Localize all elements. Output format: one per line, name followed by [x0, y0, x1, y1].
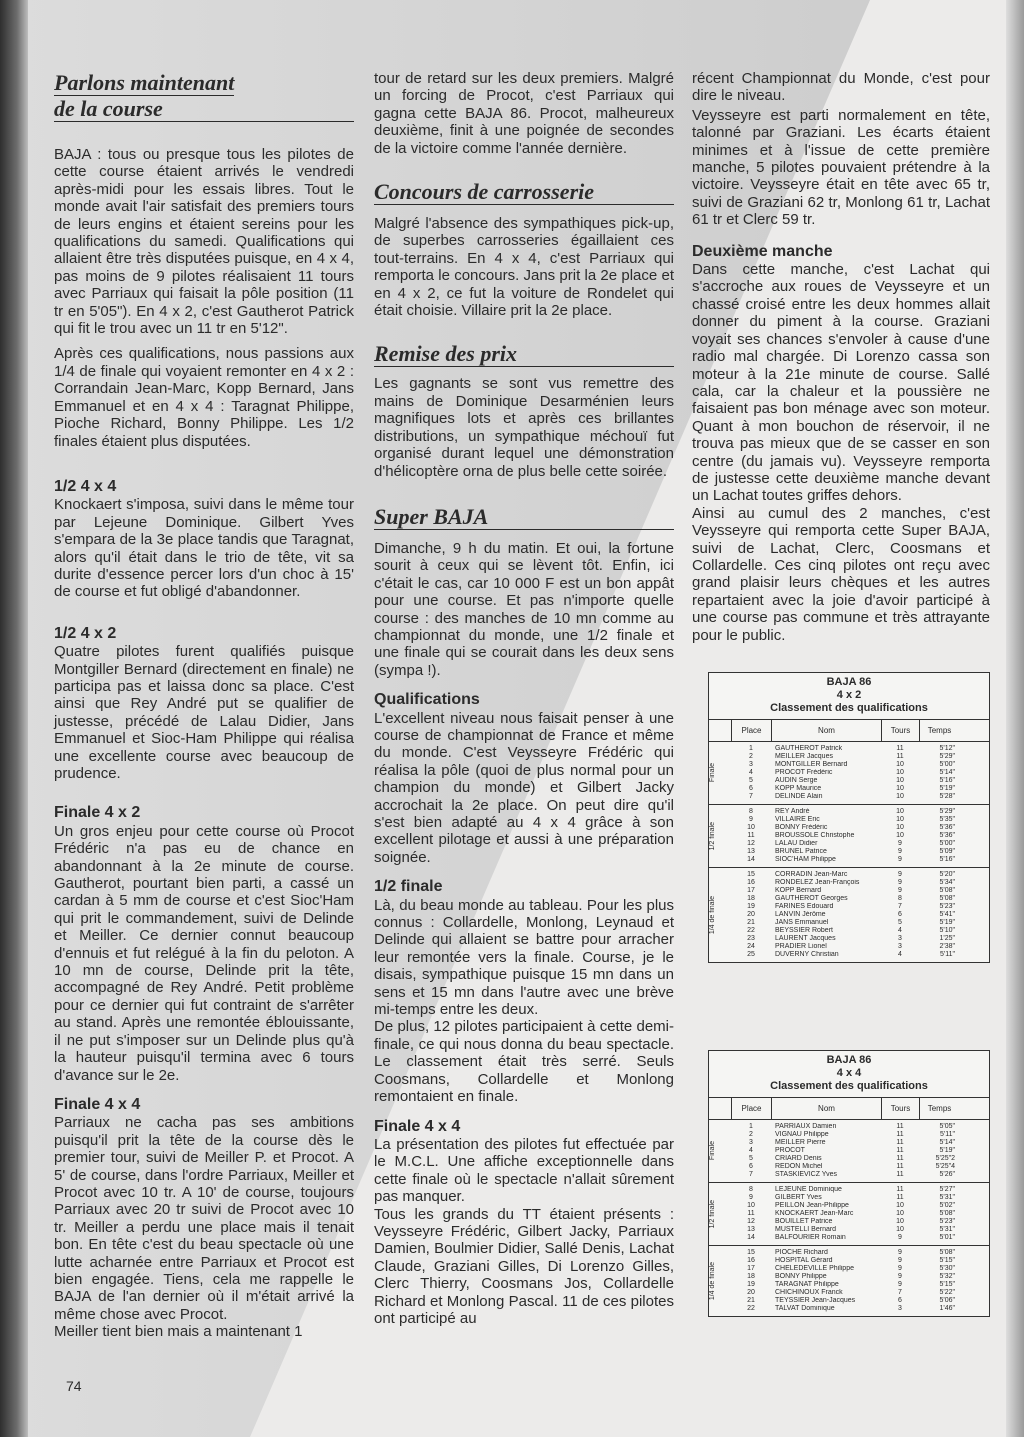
- cell-place: 7: [749, 793, 753, 800]
- group-label: 1/4 de finale: [709, 895, 716, 935]
- table-title-line: BAJA 86: [826, 676, 872, 688]
- cell-place: 18: [747, 895, 755, 902]
- cell-temps: 5'09": [939, 848, 955, 855]
- subheading: Finale 4 x 2: [54, 804, 141, 822]
- cell-tours: 10: [896, 824, 904, 831]
- cell-tours: 11: [896, 1147, 904, 1154]
- cell-temps: 5'14": [939, 769, 955, 776]
- table-group: [709, 805, 989, 868]
- cell-nom: MEILLER Pierre: [775, 1139, 826, 1146]
- cell-place: 11: [747, 832, 755, 839]
- cell-temps: 5'36": [939, 832, 955, 839]
- table-group: [709, 742, 989, 805]
- cell-tours: 7: [898, 1289, 902, 1296]
- cell-temps: 5'35": [939, 816, 955, 823]
- cell-place: 24: [747, 943, 755, 950]
- cell-temps: 5'00": [939, 840, 955, 847]
- table-group: [709, 1183, 989, 1246]
- cell-place: 9: [749, 1194, 753, 1201]
- cell-tours: 10: [896, 808, 904, 815]
- group-label: 1/2 finale: [709, 1199, 716, 1229]
- cell-place: 6: [749, 785, 753, 792]
- column-1: [54, 70, 354, 1341]
- cell-tours: 10: [896, 793, 904, 800]
- cell-nom: DELINDE Alain: [775, 793, 823, 800]
- table-body: [709, 1120, 989, 1316]
- cell-tours: 9: [898, 1249, 902, 1256]
- cell-tours: 11: [896, 753, 904, 760]
- cell-nom: PROCOT: [775, 1147, 805, 1154]
- heading-line-2: de la course: [54, 96, 163, 121]
- paragraph: Meiller tient bien mais a maintenant 1: [54, 1323, 303, 1341]
- cell-place: 3: [749, 1139, 753, 1146]
- cell-tours: 9: [898, 1273, 902, 1280]
- cell-tours: 10: [896, 816, 904, 823]
- paragraph: Les gagnants se sont vus remettre des mains de Dominique Desarménien leurs magnifiques lots et après ces brillantes distributions, un sympathique méchouï fut organisé durant lequel une démonstration d'hélicoptère orna de plus belle cette soirée.: [374, 375, 674, 480]
- cell-temps: 5'01": [939, 1234, 955, 1241]
- cell-nom: DUVERNY Christian: [775, 951, 839, 958]
- qualification-table-4x4: [708, 1050, 990, 1317]
- paragraph: récent Championnat du Monde, c'est pour dire le niveau.: [692, 70, 990, 105]
- heading-remise: [374, 341, 674, 367]
- page-number: 74: [66, 1378, 82, 1394]
- cell-tours: 10: [896, 777, 904, 784]
- cell-nom: TARAGNAT Philippe: [775, 1281, 839, 1288]
- cell-place: 20: [747, 911, 755, 918]
- cell-place: 14: [747, 1234, 755, 1241]
- cell-temps: 5'08": [939, 895, 955, 902]
- cell-temps: 5'26": [939, 1171, 955, 1178]
- cell-nom: RONDELEZ Jean-François: [775, 879, 860, 886]
- cell-temps: 5'00": [939, 761, 955, 768]
- cell-nom: FARINES Édouard: [775, 903, 834, 910]
- cell-place: 14: [747, 856, 755, 863]
- cell-tours: 11: [896, 1171, 904, 1178]
- cell-nom: BALFOURIER Romain: [775, 1234, 846, 1241]
- cell-nom: BOUILLET Patrice: [775, 1218, 833, 1225]
- cell-tours: 9: [898, 887, 902, 894]
- cell-place: 25: [747, 951, 755, 958]
- cell-place: 18: [747, 1273, 755, 1280]
- cell-tours: 11: [896, 1131, 904, 1138]
- subheading: 1/2 4 x 2: [54, 624, 117, 642]
- cell-place: 13: [747, 1226, 755, 1233]
- header-tours: Tours: [881, 1098, 919, 1120]
- cell-tours: 9: [898, 840, 902, 847]
- paragraph: La présentation des pilotes fut effectuée par le M.C.L. Une affiche exceptionnelle dans cette finale où le spectacle n'allait sûrement pas manquer.: [374, 1135, 674, 1206]
- cell-nom: KNOCKAERT Jean-Marc: [775, 1210, 854, 1217]
- cell-tours: 11: [896, 1155, 904, 1162]
- cell-nom: JANS Emmanuel: [775, 919, 829, 926]
- cell-tours: 9: [898, 879, 902, 886]
- page-binding-shadow: [0, 0, 28, 1437]
- cell-tours: 10: [896, 769, 904, 776]
- cell-nom: KOPP Maurice: [775, 785, 822, 792]
- cell-place: 2: [749, 1131, 753, 1138]
- cell-place: 13: [747, 848, 755, 855]
- paragraph: Tous les grands du TT étaient présents : Veysseyre Frédéric, Gilbert Jacky, Parriaux Damien, Boulmier Didier, Sallé Denis, Lachat Claude, Graziani Gilles, Di Lorenzo Gilles, Clerc Thierry, Coosmans Jos, Collardelle Richard et Monlong Pascal. 11 de ces pilotes ont participé au: [374, 1205, 674, 1327]
- cell-place: 5: [749, 1155, 753, 1162]
- cell-tours: 3: [898, 935, 902, 942]
- cell-tours: 9: [898, 1265, 902, 1272]
- cell-nom: BONNY Frédéric: [775, 824, 828, 831]
- cell-nom: GILBERT Yves: [775, 1194, 822, 1201]
- cell-temps: 5'28": [939, 793, 955, 800]
- table-title: [709, 1051, 989, 1098]
- cell-nom: KOPP Bernard: [775, 887, 822, 894]
- cell-place: 16: [747, 879, 755, 886]
- cell-place: 22: [747, 1305, 755, 1312]
- cell-nom: BROUSSOLE Christophe: [775, 832, 855, 839]
- cell-place: 19: [747, 903, 755, 910]
- cell-place: 4: [749, 1147, 753, 1154]
- header-temps: Temps: [919, 720, 959, 742]
- cell-nom: HOSPITAL Gérard: [775, 1257, 833, 1264]
- cell-place: 11: [747, 1210, 755, 1217]
- cell-temps: 5'02": [939, 1202, 955, 1209]
- cell-tours: 9: [898, 848, 902, 855]
- paragraph: Là, du beau monde au tableau. Pour les plus connus : Collardelle, Monlong, Leynaud et Delinde qui allaient se battre pour arracher leur remontée vers la finale. Course, je le disais, sympathique puisque 15 mn dans un sens et 15 mn dans l'autre avec une brève mi-temps entre les deux.: [374, 896, 674, 1019]
- group-label: 1/4 de finale: [709, 1261, 716, 1301]
- cell-temps: 5'30": [939, 1265, 955, 1272]
- cell-tours: 5: [898, 919, 902, 926]
- cell-nom: MONTGILLER Bernard: [775, 761, 848, 768]
- cell-temps: 5'34": [939, 879, 955, 886]
- cell-place: 4: [749, 769, 753, 776]
- header-place: Place: [731, 720, 771, 742]
- header-nom: Nom: [771, 1098, 881, 1120]
- cell-temps: 5'19": [939, 919, 955, 926]
- cell-tours: 8: [898, 895, 902, 902]
- cell-tours: 4: [898, 951, 902, 958]
- paragraph: De plus, 12 pilotes participaient à cette demi-finale, ce qui nous donna du beau spectacle. Le classement était très serré. Seuls Coosmans, Collardelle et Monlong remontaient en finale.: [374, 1018, 674, 1106]
- cell-nom: VILLAIRE Éric: [775, 816, 820, 823]
- group-label: Finale: [709, 763, 716, 783]
- cell-temps: 5'27": [939, 1186, 955, 1193]
- cell-nom: LEJEUNE Dominique: [775, 1186, 842, 1193]
- cell-tours: 6: [898, 1297, 902, 1304]
- cell-place: 10: [747, 824, 755, 831]
- cell-nom: REY André: [775, 808, 810, 815]
- paragraph: Un gros enjeu pour cette course où Procot Frédéric n'a pas eu de chance en abandonnant à la 2e minute de course. Gautherot, pourtant bien parti, a cassé un cardan à 5 mm de course et c'est Sioc'Ham qui prit le commandement, suivi de Delinde et Meiller. Ce dernier connut beaucoup d'ennuis et fut relégué à la fin du peloton. A 10 mn de course, Delinde prit la tête, accompagné de Rey André. Petit problème pour ce dernier qui fut contraint de s'arrêter au stand. Après une remontée éblouissante, il ne put s'imposer sur un Delinde plus qu'à la hauteur puisqu'il termina avec 6 tours d'avance sur le 2e.: [54, 822, 354, 1084]
- paragraph: Malgré l'absence des sympathiques pick-up, de superbes carrosseries égaillaient ces tout-terrains. En 4 x 4, c'est Parriaux qui remporta le concours. Jans prit la 2e place et en 4 x 2, ce fut la voiture de Rondelet qui était choisie. Villaire prit la 2e place.: [374, 215, 674, 320]
- cell-temps: 5'20": [939, 871, 955, 878]
- table-title-line: 4 x 4: [836, 1067, 862, 1079]
- cell-temps: 5'29": [939, 753, 955, 760]
- cell-temps: 5'25"2: [935, 1155, 955, 1162]
- cell-place: 10: [747, 1202, 755, 1209]
- page-edge: [1006, 0, 1024, 1437]
- heading-text: Concours de carrosserie: [374, 179, 595, 205]
- paragraph: Veysseyre est parti normalement en tête, talonné par Graziani. Les écarts étaient minimes et à l'issue de cette première manche, 5 pilotes pouvaient prétendre à la victoire. Veysseyre était en tête avec 65 tr, suivi de Graziani 62 tr, Monlong 61 tr, Lachat 61 tr et Clerc 59 tr.: [692, 106, 990, 229]
- table-group: [709, 868, 989, 962]
- cell-tours: 11: [896, 745, 904, 752]
- table-group: [709, 1246, 989, 1316]
- cell-nom: BEYSSIER Robert: [775, 927, 833, 934]
- header-spacer: [709, 1098, 731, 1120]
- qualification-table-4x2: [708, 672, 990, 963]
- cell-nom: REDON Michel: [775, 1163, 823, 1170]
- paragraph: Dans cette manche, c'est Lachat qui s'accroche aux roues de Veysseyre et un chassé croisé entre les deux hommes allait donner du piment à la course. Graziani voyait ses chances s'envoler à cause d'une radio mal chargée. Di Lorenzo cassa son moteur à la 21e minute de course. Sallé cala, car la chaleur et la poussière ne faisaient pas bon ménage avec son moteur. Quant à mon bouchon de réservoir, il ne trouva pas mieux que de se casser en son centre (du jamais vu). Veysseyre remporta de justesse cette deuxième manche devant un Lachat toutes griffes dehors.: [692, 261, 990, 505]
- column-2: [374, 70, 674, 1327]
- header-place: Place: [731, 1098, 771, 1120]
- cell-tours: 3: [898, 1305, 902, 1312]
- paragraph: Quatre pilotes furent qualifiés puisque Montgiller Bernard (directement en finale) ne participa pas et laissa donc sa place. C'est ainsi que Rey André put se qualifier de justesse, précédé de Lalau Didier, Jans Emmanuel et Sioc-Ham Philippe qui réalisa une excellente course avec beaucoup de prudence.: [54, 643, 354, 782]
- cell-temps: 5'10": [939, 927, 955, 934]
- cell-place: 9: [749, 816, 753, 823]
- cell-temps: 5'19": [939, 785, 955, 792]
- cell-place: 1: [749, 745, 753, 752]
- cell-place: 6: [749, 1163, 753, 1170]
- cell-place: 2: [749, 753, 753, 760]
- cell-temps: 5'05": [939, 1123, 955, 1130]
- cell-temps: 5'41": [939, 911, 955, 918]
- cell-nom: GAUTHEROT Georges: [775, 895, 848, 902]
- cell-temps: 5'15": [939, 1257, 955, 1264]
- cell-place: 15: [747, 871, 755, 878]
- cell-nom: CHICHINOUX Franck: [775, 1289, 843, 1296]
- table-title-line: Classement des qualifications: [770, 702, 928, 714]
- cell-place: 19: [747, 1281, 755, 1288]
- paragraph: Après ces qualifications, nous passions aux 1/4 de finale qui voyaient remonter en 4 x 2 : Corrandain Jean-Marc, Kopp Bernard, Jans Emmanuel et en 4 x 4 : Taragnat Philippe, Pioche Richard, Bonny Philippe. Les 1/2 finales étaient plus disputées.: [54, 345, 354, 450]
- cell-tours: 10: [896, 785, 904, 792]
- cell-place: 12: [747, 1218, 755, 1225]
- cell-tours: 10: [896, 761, 904, 768]
- cell-temps: 5'08": [939, 887, 955, 894]
- header-nom: Nom: [771, 720, 881, 742]
- cell-temps: 5'16": [939, 856, 955, 863]
- cell-temps: 5'15": [939, 1281, 955, 1288]
- header-spacer: [709, 720, 731, 742]
- cell-nom: LANVIN Jérôme: [775, 911, 826, 918]
- group-label: 1/2 finale: [709, 821, 716, 851]
- table-title-line: 4 x 2: [836, 689, 862, 701]
- cell-temps: 5'31": [939, 1194, 955, 1201]
- heading-text: Remise des prix: [374, 341, 517, 367]
- cell-nom: PIOCHE Richard: [775, 1249, 828, 1256]
- subheading: Deuxième manche: [692, 242, 833, 260]
- cell-nom: TEYSSIER Jean-Jacques: [775, 1297, 856, 1304]
- cell-nom: PARRIAUX Damien: [775, 1123, 837, 1130]
- paragraph: Dimanche, 9 h du matin. Et oui, la fortune sourit à ceux qui se lèvent tôt. Enfin, ici c'était le cas, car 10 000 F est un bon appât pour une course. Et pas n'importe quelle course : des manches de 10 mn comme au championnat du monde, une 1/2 finale et une finale qui se courait dans les deux sens (sympa !).: [374, 539, 674, 679]
- cell-tours: 10: [896, 1226, 904, 1233]
- cell-place: 16: [747, 1257, 755, 1264]
- group-label: Finale: [709, 1141, 716, 1161]
- cell-temps: 1'46": [939, 1305, 955, 1312]
- cell-tours: 11: [896, 1186, 904, 1193]
- cell-tours: 9: [898, 1281, 902, 1288]
- cell-nom: MUSTELLI Bernard: [775, 1226, 837, 1233]
- cell-tours: 11: [896, 1123, 904, 1130]
- paragraph: Parriaux ne cacha pas ses ambitions puisqu'il prit la tête de la course dès le premier tour, suivi de Meiller P. et Procot. A 5' de course, dans l'ordre Parriaux, Meiller et Procot avec 10 tr. A 10' de course, toujours Parriaux avec 20 tr suivi de Procot avec 10 tr. Meiller a perdu une place mais il tenait bon. En tête c'est du beau spectacle où une lutte acharnée entre Parriaux et Procot est bien engagée. Tiens, cela me rappelle le BAJA de l'an dernier où il m'était arrivé la même chose avec Procot.: [54, 1114, 354, 1323]
- cell-place: 15: [747, 1249, 755, 1256]
- cell-tours: 4: [898, 927, 902, 934]
- column-3: [692, 70, 990, 644]
- cell-nom: AUDIN Serge: [775, 777, 818, 784]
- cell-nom: SIOC'HAM Philippe: [775, 856, 836, 863]
- cell-tours: 10: [896, 832, 904, 839]
- table-body: [709, 742, 989, 962]
- cell-place: 3: [749, 761, 753, 768]
- heading-super-baja: [374, 504, 674, 530]
- cell-tours: 9: [898, 1257, 902, 1264]
- cell-tours: 6: [898, 911, 902, 918]
- table-group: [709, 1120, 989, 1183]
- cell-place: 8: [749, 808, 753, 815]
- cell-place: 17: [747, 1265, 755, 1272]
- cell-temps: 5'19": [939, 1147, 955, 1154]
- cell-place: 8: [749, 1186, 753, 1193]
- cell-place: 5: [749, 777, 753, 784]
- table-title: [709, 673, 989, 720]
- cell-nom: STASKIEVICZ Yves: [775, 1171, 837, 1178]
- cell-temps: 5'11": [940, 1131, 955, 1138]
- cell-temps: 5'14": [939, 1139, 955, 1146]
- cell-temps: 5'08": [939, 1210, 955, 1217]
- cell-tours: 9: [898, 871, 902, 878]
- cell-temps: 5'22": [939, 1289, 955, 1296]
- cell-temps: 5'32": [939, 1273, 955, 1280]
- heading-concours: [374, 179, 674, 205]
- cell-temps: 2'38": [939, 943, 955, 950]
- cell-nom: CORRADIN Jean-Marc: [775, 871, 848, 878]
- cell-nom: CRIARD Denis: [775, 1155, 822, 1162]
- cell-temps: 5'25"4: [935, 1163, 955, 1170]
- subheading: 1/2 4 x 4: [54, 477, 117, 495]
- cell-nom: PRADIER Lionel: [775, 943, 827, 950]
- paragraph: Knockaert s'imposa, suivi dans le même tour par Lejeune Dominique. Gilbert Yves s'empara de la 3e place tandis que Taragnat, alors qu'il était dans le trio de tête, vit sa durite d'essence percer lors d'un choc à 15' de course et fut obligé d'abandonner.: [54, 496, 354, 601]
- subheading: Finale 4 x 4: [374, 1117, 461, 1135]
- subheading: Qualifications: [374, 691, 480, 709]
- cell-nom: GAUTHEROT Patrick: [775, 745, 843, 752]
- cell-nom: LALAU Didier: [775, 840, 818, 847]
- cell-nom: LAURENT Jacques: [775, 935, 836, 942]
- paragraph: BAJA : tous ou presque tous les pilotes de cette course étaient arrivés le vendredi après-midi pour les essais libres. Tout le monde avait l'air satisfait des premiers tours de leurs engins et étaient sereins pour les qualifications du samedi. Qualifications qui allaient être très disputées puisque, en 4 x 4, pas moins de 9 pilotes réalisaient 11 tours avec Parriaux qui faisait la pôle position (11 tr en 5'05"). En 4 x 2, c'est Gautherot Patrick qui fit le trou avec un 11 tr en 5'12".: [54, 146, 354, 338]
- cell-nom: CHELEDEVILLE Philippe: [775, 1265, 854, 1272]
- heading-text: Super BAJA: [374, 503, 489, 529]
- cell-nom: BONNY Philippe: [775, 1273, 827, 1280]
- cell-nom: PROCOT Frédéric: [775, 769, 833, 776]
- cell-place: 7: [749, 1171, 753, 1178]
- cell-temps: 5'36": [939, 824, 955, 831]
- cell-temps: 5'31": [939, 1226, 955, 1233]
- table-header: [709, 720, 989, 742]
- cell-tours: 9: [898, 1234, 902, 1241]
- heading-parlons: [54, 70, 354, 122]
- cell-nom: VIGNAU Philippe: [775, 1131, 829, 1138]
- cell-tours: 3: [898, 943, 902, 950]
- paragraph: tour de retard sur les deux premiers. Malgré un forcing de Procot, c'est Parriaux qui gagna cette BAJA 86. Procot, malheureux deuxième, finit à une poignée de secondes de la victoire comme l'année dernière.: [374, 70, 674, 157]
- cell-nom: TALVAT Dominique: [775, 1305, 835, 1312]
- cell-tours: 7: [898, 903, 902, 910]
- cell-place: 23: [747, 935, 755, 942]
- cell-temps: 5'23": [939, 1218, 955, 1225]
- cell-tours: 10: [896, 1218, 904, 1225]
- cell-nom: PEILLON Jean-Philippe: [775, 1202, 849, 1209]
- cell-temps: 1'25": [939, 935, 955, 942]
- cell-temps: 5'23": [939, 903, 955, 910]
- subheading: Finale 4 x 4: [54, 1095, 141, 1113]
- cell-place: 12: [747, 840, 755, 847]
- table-header: [709, 1098, 989, 1120]
- paragraph: L'excellent niveau nous faisait penser à une course de championnat de France et même du monde. C'est Veysseyre Frédéric qui réalisa la pôle (quoi de plus normal pour un champion du monde) et Gilbert Jacky accrochait la 2e place. On peut dire qu'il s'est bien adapté au 4 x 4 grâce à son excellent pilotage et aussi à une préparation soignée.: [374, 709, 674, 866]
- table-title-line: Classement des qualifications: [770, 1080, 928, 1092]
- cell-tours: 10: [896, 1202, 904, 1209]
- cell-place: 21: [747, 1297, 755, 1304]
- table-title-line: BAJA 86: [826, 1054, 872, 1066]
- cell-place: 21: [747, 919, 755, 926]
- cell-tours: 11: [896, 1163, 904, 1170]
- cell-temps: 5'06": [939, 1297, 955, 1304]
- cell-temps: 5'16": [939, 777, 955, 784]
- cell-nom: BRUNEL Patrice: [775, 848, 827, 855]
- cell-temps: 5'11": [940, 951, 955, 958]
- cell-tours: 11: [896, 1194, 904, 1201]
- cell-tours: 10: [896, 1210, 904, 1217]
- cell-place: 17: [747, 887, 755, 894]
- cell-temps: 5'08": [939, 1249, 955, 1256]
- cell-place: 22: [747, 927, 755, 934]
- cell-place: 1: [749, 1123, 753, 1130]
- cell-temps: 5'12": [939, 745, 955, 752]
- cell-tours: 11: [896, 1139, 904, 1146]
- cell-tours: 9: [898, 856, 902, 863]
- paragraph: Ainsi au cumul des 2 manches, c'est Veysseyre qui remporta cette Super BAJA, suivi de Lachat, Clerc, Coosmans et Collardelle. Ces cinq pilotes ont reçu avec grand plaisir leurs chèques et les autres repartaient avec la joie d'avoir participé à une course pas commune et très attrayante pour le public.: [692, 504, 990, 644]
- heading-line-1: Parlons maintenant: [54, 70, 235, 95]
- cell-temps: 5'29": [939, 808, 955, 815]
- subheading: 1/2 finale: [374, 878, 443, 896]
- header-tours: Tours: [881, 720, 919, 742]
- cell-nom: MEILLER Jacques: [775, 753, 833, 760]
- cell-place: 20: [747, 1289, 755, 1296]
- header-temps: Temps: [919, 1098, 959, 1120]
